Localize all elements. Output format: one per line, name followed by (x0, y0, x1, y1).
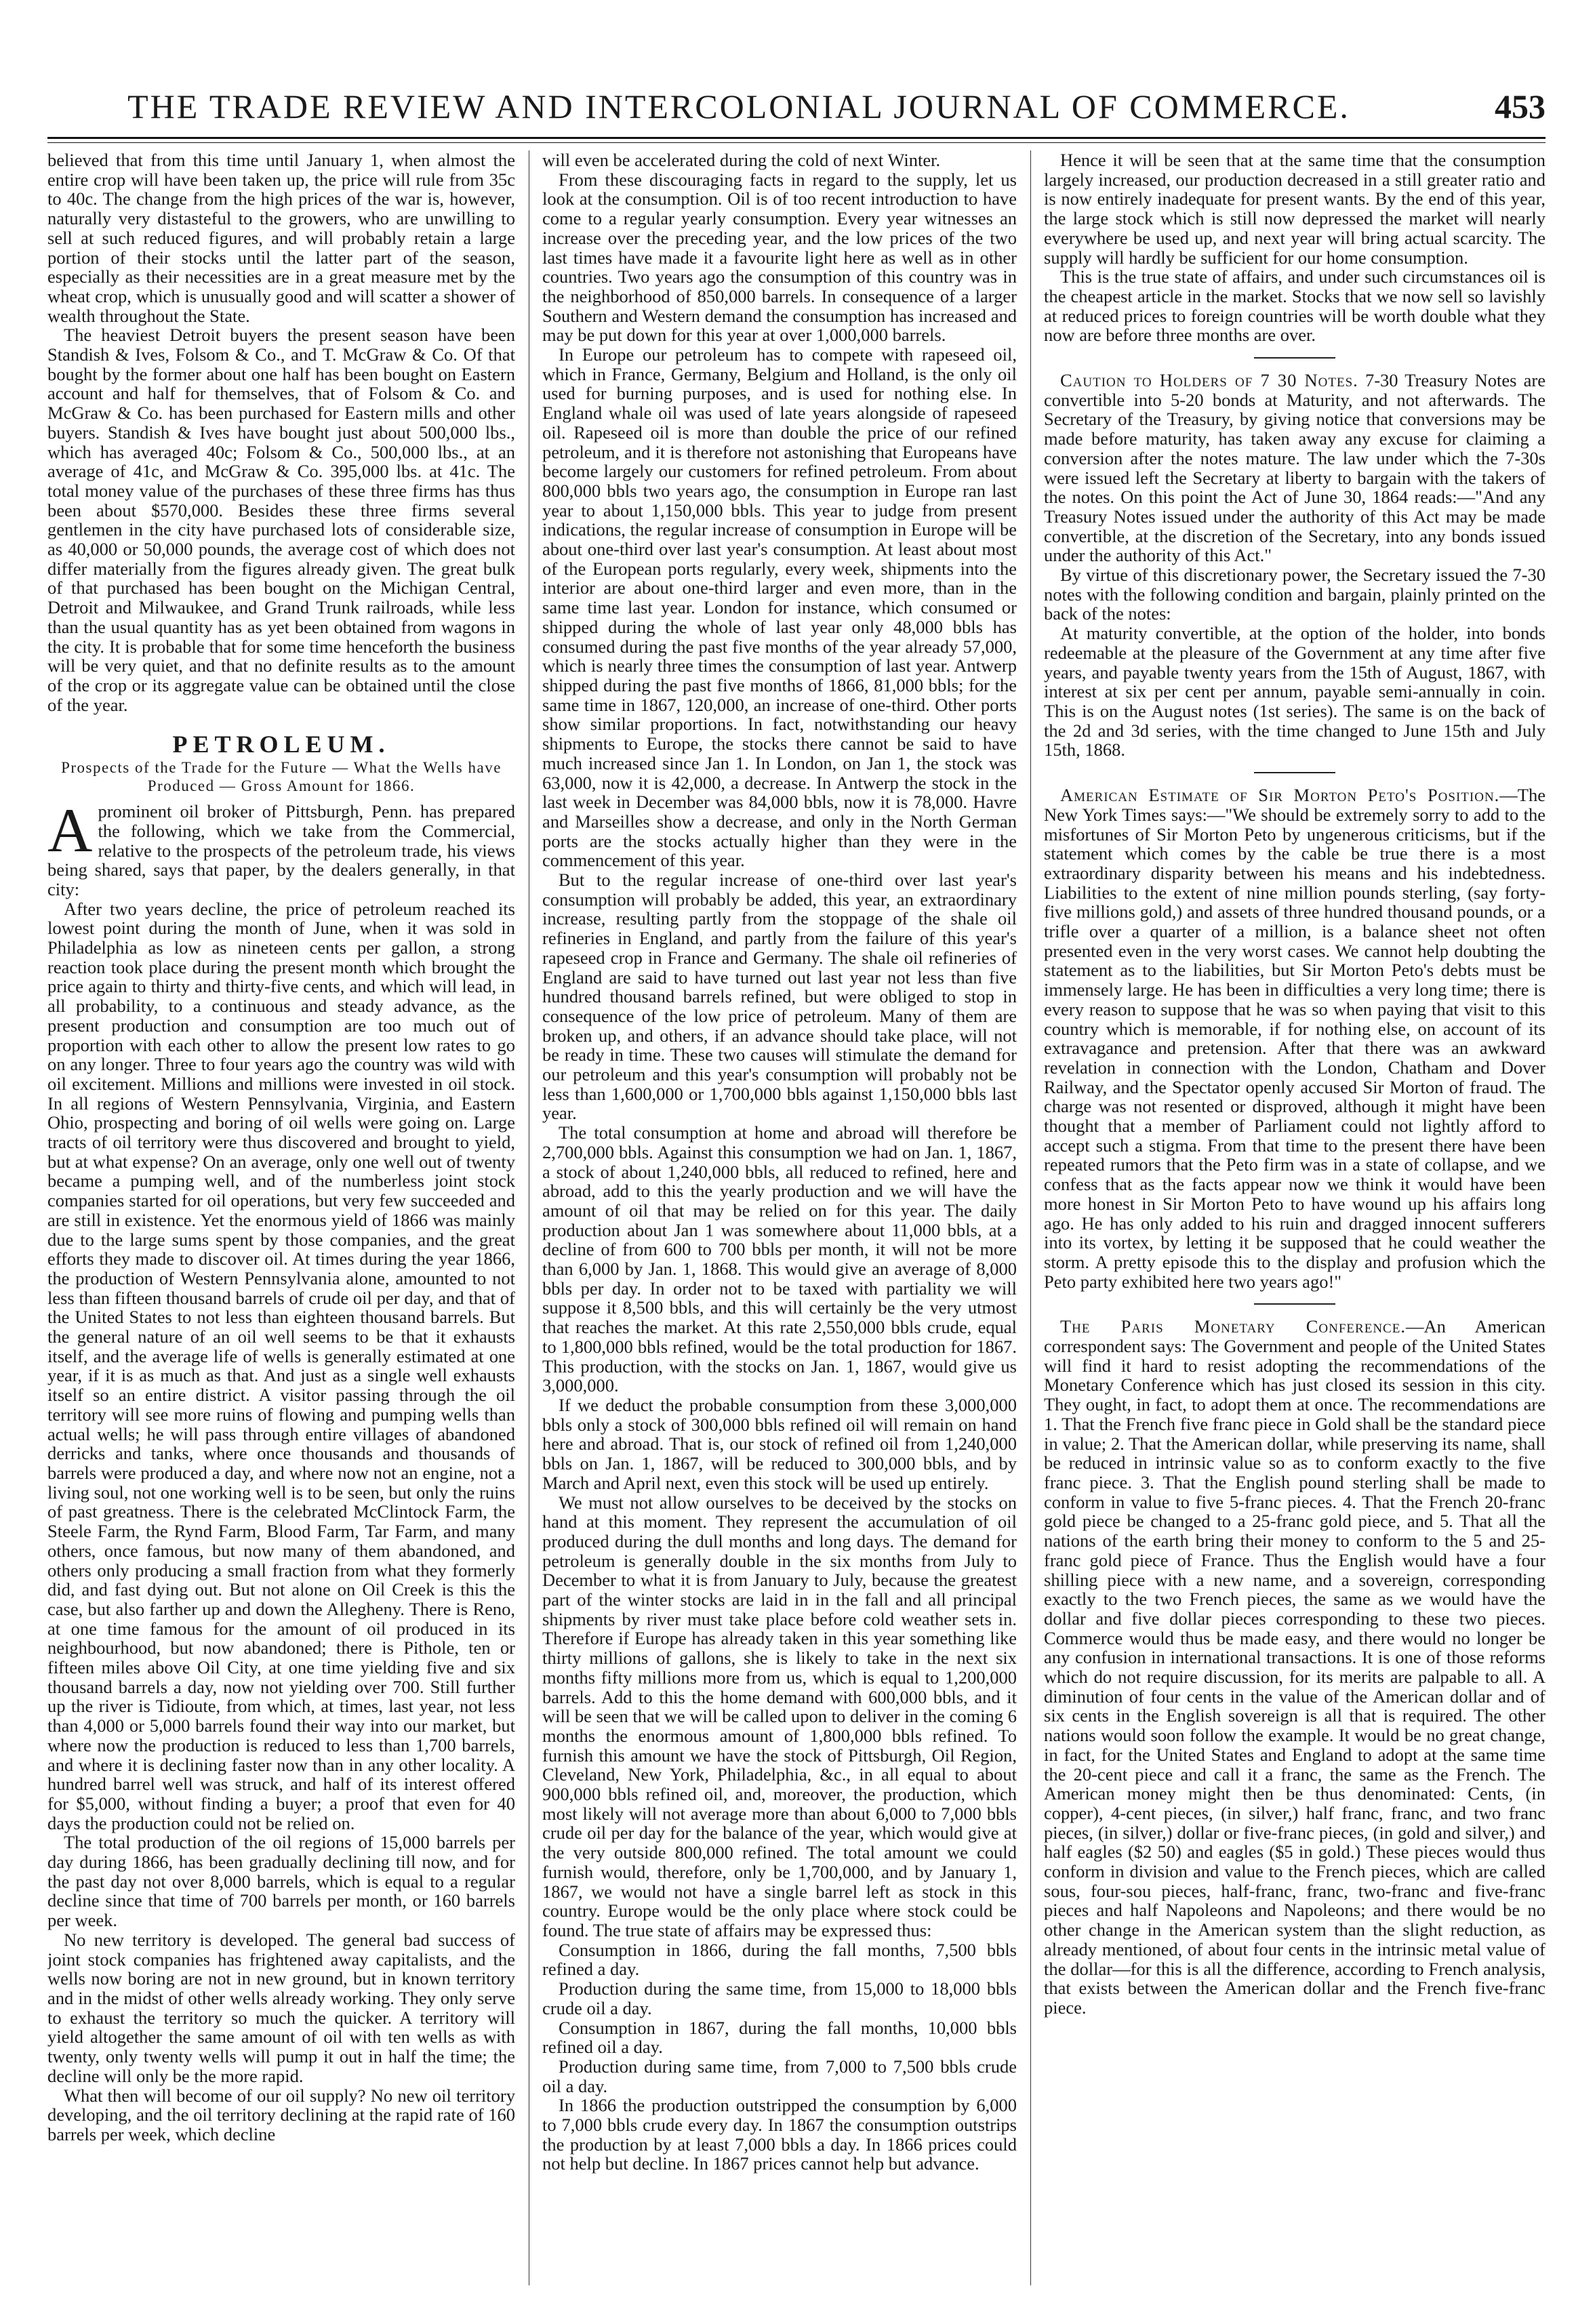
paragraph: In Europe our petroleum has to compete with rapeseed oil, which in France, Germany, Belgium and Holland, is the only oil used for burning purposes, and is used for nothing else. In England whale oil was used of late years alongside of rapeseed oil. Rapeseed oil is more than double the price of our refined petroleum, and it is therefore not astonishing that Europeans have become largely our customers for refined petroleum. From about 800,000 bbls two years ago, the consumption in Europe ran last year to about 1,150,000 bbls. This year to judge from present indications, the regular increase of consumption in Europe will be about one-third over last year's consumption. At least about most of the European ports regularly, every week, shipments into the interior are about one-third larger and even more, than in the same time last year. London for instance, which consumed or shipped during the whole of last year only 48,000 bbls has consumed during the past five months of the year already 57,000, which is nearly three times the consumption of last year. Antwerp shipped during the past five months of 1866, 81,000 bbls; for the same time in 1867, 120,000, an increase of one-third. Other ports show similar proportions. In fact, notwithstanding our heavy shipments to Europe, the stocks there cannot be said to have much increased since Jan 1. In London, on Jan 1, the stock was 63,000, now it is 42,000, a decrease. In Antwerp the stock in the last week in December was 84,000 bbls, now it is 78,000. Havre and Marseilles show a decrease, and only in the North German ports are the stocks actually higher than they were in the commencement of this year. (542, 344, 1017, 871)
paragraph: If we deduct the probable consumption from these 3,000,000 bbls only a stock of 300,000 bbls refined oil will remain on hand here and abroad. That is, our stock of refined oil from 1,240,000 bbls on Jan. 1, 1867, will be reduced to 300,000 bbls, and by March and April next, even this stock will be used up entirely. (542, 1395, 1017, 1493)
paragraph: The total production of the oil regions of 15,000 barrels per day during 1866, has been gradually declining till now, and for the past day not over 8,000 barrels, which is equal to a regular decline since that time of 700 barrels per month, or 160 barrels per week. (47, 1832, 515, 1931)
paragraph: But to the regular increase of one-third over last year's consumption will probably be added, this year, an extraordinary increase, resulting partly from the stoppage of the shale oil refineries in England, and partly from the failure of this year's rapeseed crop in France and Germany. The shale oil refineries of England are said to have turned out last year not less than five hundred thousand barrels refined, but were obliged to stop in consequence of the low price of petroleum. Many of them are broken up, and others, if an advance should take place, will not be ready in time. These two causes will stimulate the demand for our petroleum and this year's consumption will probably not be less than 1,600,000 or 1,700,000 bbls against 1,150,000 bbls last year. (542, 870, 1017, 1124)
paragraph: This is the true state of affairs, and under such circumstances oil is the cheapest article in the market. Stocks that we now sell so lavishly at reduced prices to foreign countries will be worth double what they now are before three months are over. (1044, 266, 1545, 346)
paragraph: No new territory is developed. The general bad success of joint stock companies has frightened away capitalists, and the wells now boring are not in new ground, but in known territory and in the midst of other wells already working. They only serve to exhaust the territory so much the quicker. A territory will yield altogether the same amount of oil with ten wells as with twenty, only twenty wells will pump it out in half the time; the decline will only be the more rapid. (47, 1929, 515, 2086)
section-title-petroleum: PETROLEUM. (172, 731, 390, 758)
paragraph: Consumption in 1867, during the fall months, 10,000 bbls refined oil a day. (542, 2017, 1017, 2058)
caution-text: 7-30 Treasury Notes are convertible into 5-20 bonds at Maturity, and not afterwards. The Secretary of the Treasury, by giving notice that conversions may be made before maturity, has taken away any excuse for claiming a conversion after the notes mature. The law under which the 7-30s were issued left the Secretary at liberty to bargain with the takers of the notes. On this point the Act of June 30, 1864 reads:—"And any Treasury Notes issued under the authority of this Act may be made convertible, at the discretion of the Secretary, into any bonds issued under the authority of this Act." (1044, 370, 1545, 566)
paragraph: From these discouraging facts in regard to the supply, let us look at the consumption. Oil is of too recent introduction to have come to a regular yearly consumption. Every year witnesses an increase over the preceding year, and the low prices of the two last times have made it a favourite light here as well as in other countries. Two years ago the consumption of this country was in the neighborhood of 850,000 barrels. In consequence of a larger Southern and Western demand the consumption has increased and may be put down for this year at over 1,000,000 barrels. (542, 169, 1017, 346)
intro-paragraph (47, 796, 515, 899)
paragraph: The total consumption at home and abroad will therefore be 2,700,000 bbls. Against this consumption we had on Jan. 1, 1867, a stock of about 1,240,000 bbls, all reduced to refined, here and abroad, add to this the yearly production and we will have the amount of oil that may be relied on for this year. The daily production about Jan 1 was somewhere about 11,000 bbls, at a decline of from 600 to 700 bbls per month, it will not be more than 6,000 by Jan. 1, 1868. This would give an average of 8,000 bbls per day. In order not to be taxed with partiality we will suppose it 8,500 bbls, and this will certainly be the very utmost that reaches the market. At this rate 2,550,000 bbls crude, equal to 1,800,000 bbls refined, would be the total production for 1867. This production, with the stocks on Jan. 1, 1867, would give us 3,000,000. (542, 1122, 1017, 1396)
peto-text: —The New York Times says:—"We should be extremely sorry to add to the misfortunes of Sir Morton Peto by ungenerous criticisms, but if the statement which comes by the cable be true there is a most extraordinary disparity between his means and his indebtedness. Liabilities to the extent of nine million pounds sterling, (say forty-five millions gold,) and assets of three hundred thousand pounds, or a trifle over a quarter of a million, is a balance sheet not often presented even in the very worst cases. We cannot help doubting the statement as to the liabilities, but Sir Morton Peto's debts must be immensely large. He has been in difficulties a very long time; there is every reason to suppose that he was so when paying that visit to this country which is memorable, if for nothing else, on account of its extravagance and pretension. After that there was an awkward revelation in connection with the London, Chatham and Dover Railway, and the Spectator openly accused Sir Morton of fraud. The charge was not resented or disproved, although it might have been thought that a member of Parliament could not lightly afford to accept such a stigma. From that time to the present there have been repeated rumors that the Peto firm was in a state of collapse, and we confess that as the facts appear now we think it would have been more honest in Sir Morton Peto to have wound up his affairs long ago. He has only added to his ruin and dragged innocent sufferers into its vortex, by letting it be supposed that he could weather the storm. A pretty episode this to the display and profusion which the Peto party exhibited here two years ago!" (1044, 785, 1545, 1292)
column-2 (542, 150, 1017, 2299)
paris-text: —An American correspondent says: The Government and people of the United States will find it hard to resist adopting the recommendations of the Monetary Conference which has just closed its session in this city. They ought, in fact, to adopt them at once. The recommendations are 1. That the French five franc piece in Gold shall be the standard piece in value; 2. That the American dollar, while preserving its name, shall be reduced in intrinsic value so as to conform exactly to the five franc piece. 3. That the English pound sterling shall be made to conform in value to five 5-franc pieces. 4. That the French 20-franc gold piece be changed to a 25-franc gold piece, and 5. That all the nations of the earth bring their money to conform to the 5 and 25-franc gold piece of France. Thus the English would have a four shilling piece with a new name, and a sovereign, corresponding exactly to the two French pieces, the same as we would have the dollar and five dollar pieces corresponding to these two pieces. Commerce would thus be made easy, and there would no longer be any confusion in international transactions. It is one of those reforms which do not require discussion, for its merits are palpable to all. A diminution of four cents in the value of the American dollar and of six cents in the English sovereign is all that is required. The other nations would soon follow the example. It would be no great change, in fact, for the United States and England to adopt at the same time the 20-cent piece and call it a franc, the same as the French. The American money might then be thus denominated: Cents, (in copper), 4-cent pieces, (in silver,) half franc, franc, and two franc pieces, (in silver,) dollar or five-franc pieces, (in gold and silver,) and half eagles ($2 50) and eagles ($5 in gold.) These pieces would thus conform in division and value to the French pieces, which are called sous, four-sou pieces, half-franc, franc, two-franc and five-franc pieces and half Napoleons and Napoleons; and there would be no other change in the American system than the slight reduction, as already mentioned, of about four cents in the intrinsic metal value of the dollar—for this is all the difference, according to French analysis, that exists between the American dollar and the French five-franc piece. (1044, 1316, 1545, 2018)
paragraph: We must not allow ourselves to be deceived by the stocks on hand at this moment. They represent the accumulation of oil produced during the dull months and long days. The demand for petroleum is generally double in the six months from July to December to what it is from January to July, because the greatest part of the winter stocks are laid in in the fall and all principal shipments by river must take place before cold weather sets in. Therefore if Europe has already taken in this year something like thirty millions of gallons, she is likely to take in the next six months fifty millions more from us, which is equal to 1,200,000 barrels. Add to this the home demand with 600,000 bbls, and it will be seen that we will be called upon to deliver in the coming 6 months the enormous amount of 1,800,000 bbls refined. To furnish this amount we have the stock of Pittsburgh, Oil Region, Cleveland, New York, Philadelphia, &c., in all equal to about 900,000 bbls refined oil, and, moreover, the production, which most likely will not average more than about 6,000 to 7,000 bbls crude oil per day for the balance of the year, which would give at the very outside 800,000 refined. The total amount we could furnish would, therefore, only be 1,700,000, and by January 1, 1867, we would not have a single barrel left as stock in this country. Europe would be the only place where stock could be found. The true state of affairs may be expressed thus: (542, 1492, 1017, 1940)
paragraph: What then will become of our oil supply? No new oil territory developing, and the oil territory declining at the rapid rate of 160 barrels per week, which decline (47, 2085, 515, 2144)
peto-paragraph (1044, 786, 1545, 1291)
paragraph: At maturity convertible, at the option of the holder, into bonds redeemable at the pleasure of the Government at any time after five years, and payable twenty years from the 15th of August, 1867, with interest at six per cent per annum, payable semi-annually in coin. This is on the August notes (1st series). The same is on the back of the 2d and 3d series, with the time changed to June 15th and July 15th, 1868. (1044, 623, 1545, 760)
column-1 (47, 150, 515, 2299)
section-subtitle: Prospects of the Trade for the Future — What the Wells have Produced — Gross Amount for 1866. (61, 759, 502, 795)
paragraph: Consumption in 1866, during the fall months, 7,500 bbls refined a day. (542, 1939, 1017, 1980)
paragraph: believed that from this time until January 1, when almost the entire crop will have been taken up, the price will rule from 35c to 40c. The change from the high prices of the war is, however, naturally very distasteful to the growers, who are unwilling to sell at such reduced figures, and will probably retain a large portion of their stocks until the latter part of the season, especially as their necessities are in a great measure met by the wheat crop, which is unusually good and will scatter a shower of wealth throughout the State. (47, 150, 515, 326)
paragraph: In 1866 the production outstripped the consumption by 6,000 to 7,000 bbls crude every day. In 1867 the consumption outstrips the production by at least 7,000 bbls a day. In 1866 prices could not help but decline. In 1867 prices cannot help but advance. (542, 2095, 1017, 2174)
drop-cap: A (47, 796, 93, 865)
paragraph: Production during the same time, from 15,000 to 18,000 bbls crude oil a day. (542, 1978, 1017, 2018)
header-rule-thin (47, 142, 1545, 143)
paragraph: The heaviest Detroit buyers the present season have been Standish & Ives, Folsom & Co., and T. McGraw & Co. Of that bought by the former about one half has been bought on Eastern account and half for themselves, that of Folsom & Co. and McGraw & Co. has been purchased for Eastern mills and other buyers. Standish & Ives have bought just about 500,000 lbs., which has averaged 40c; Folsom & Co., 500,000 lbs., at an average of 41c, and McGraw & Co. 395,000 lbs. at 41c. The total money value of the purchases of these three firms has thus been about $570,000. Besides these three firms several gentlemen in the city have purchased lots of considerable size, as 40,000 or 50,000 pounds, the average cost of which does not differ materially from the figures already given. The great bulk of that purchased has been bought on the Michigan Central, Detroit and Milwaukee, and Grand Trunk railroads, while less than the usual quantity has as yet been obtained from wagons in the city. It is probable that for some time henceforth the business will be very quiet, and that no definite results as to the amount of the crop or its aggregate value can be obtained until the close of the year. (47, 325, 515, 715)
intro-text: prominent oil broker of Pittsburgh, Penn. has prepared the following, which we take from the Commercial, relative to the prospects of the petroleum trade, his views being shared, says that paper, by the dealers generally, in that city: (47, 801, 515, 899)
caution-lead: Caution to Holders of 7 30 Notes. (1060, 370, 1358, 391)
paragraph: Production during same time, from 7,000 to 7,500 bbls crude oil a day. (542, 2056, 1017, 2096)
page-number: 453 (1495, 87, 1545, 125)
column-3 (1044, 150, 1545, 2299)
paragraph: will even be accelerated during the cold of next Winter. (542, 150, 941, 170)
paragraph: By virtue of this discretionary power, the Secretary issued the 7-30 notes with the following condition and bargain, plainly printed on the back of the notes: (1044, 565, 1545, 624)
paragraph: Hence it will be seen that at the same time that the consumption largely increased, our production decreased in a still greater ratio and is now entirely inadequate for present wants. By the end of this year, the large stock which is still now depressed the market will nearly everywhere be used up, and next year will bring actual scarcity. The supply will hardly be sufficient for our home consumption. (1044, 150, 1545, 268)
article-separator (1254, 1303, 1335, 1305)
article-separator (1254, 357, 1335, 359)
paris-lead: The Paris Monetary Conference. (1060, 1316, 1406, 1337)
article-separator (1254, 772, 1335, 773)
column-divider-2 (1030, 150, 1031, 2285)
journal-title: THE TRADE REVIEW AND INTERCOLONIAL JOURNAL OF COMMERCE. (127, 87, 1350, 125)
caution-paragraph (1044, 371, 1545, 565)
peto-lead: American Estimate of Sir Morton Peto's Position. (1060, 785, 1500, 806)
header-rule (47, 137, 1545, 139)
paragraph: After two years decline, the price of petroleum reached its lowest point during the month of June, when it was sold in Philadelphia as low as nineteen cents per gallon, a strong reaction took place during the present month which brought the price again to thirty and thirty-five cents, and which will lead, in all probability, to a continuous and steady advance, as the present production and consumption are too much out of proportion with each other to allow the present low rates to go on any longer. Three to four years ago the country was wild with oil excitement. Millions and millions were invested in oil stock. In all regions of Western Pennsylvania, Virginia, and Eastern Ohio, prospecting and boring of oil wells were going on. Large tracts of oil territory were thus discovered and brought to yield, but at what expense? On an average, only one well out of twenty became a pumping well, and of the numberless joint stock companies started for oil operations, but very few succeeded and are still in existence. Yet the enormous yield of 1866 was mainly due to the large sums spent by those companies, and the great efforts they made to discover oil. At times during the year 1866, the production of Western Pennsylvania alone, amounted to not less than fifteen thousand barrels of crude oil per day, and that of the United States to not less than eighteen thousand barrels. But the general nature of an oil well seems to be that it exhausts itself, and the average life of wells is generally estimated at one year, if it is as much as that. And just as a single well exhausts itself so an entire district. A visitor passing through the oil territory will see more ruins of flowing and pumping wells than actual wells; he will pass through entire villages of abandoned derricks and tanks, where once thousands and thousands of barrels were produced a day, and where now not an engine, not a living soul, not one working well is to be seen, but only the ruins of past greatness. There is the celebrated McClintock Farm, the Steele Farm, the Rynd Farm, Blood Farm, Tar Farm, and many others, once famous, but now many of them abandoned, and others only producing a small fraction from what they formerly did, and fast dying out. But not alone on Oil Creek is this the case, but also farther up and down the Allegheny. There is Reno, at one time famous for the amount of oil produced in its neighbourhood, but now abandoned; there is Pithole, ten or fifteen miles above Oil City, at one time yielding five and six thousand barrels a day, now not yielding over 700. Still further up the river is Tidioute, from which, at times, last year, not less than 4,000 or 5,000 barrels found their way into our market, but where now the production is reduced to less than 1,700 barrels, and where it is declining faster now than in any other locality. A hundred barrel well was struck, and half of its interest offered for $5,000, without finding a buyer; a proof that even for 40 days the production could not be relied on. (47, 898, 515, 1833)
masthead (47, 81, 1545, 136)
paris-paragraph (1044, 1317, 1545, 2017)
